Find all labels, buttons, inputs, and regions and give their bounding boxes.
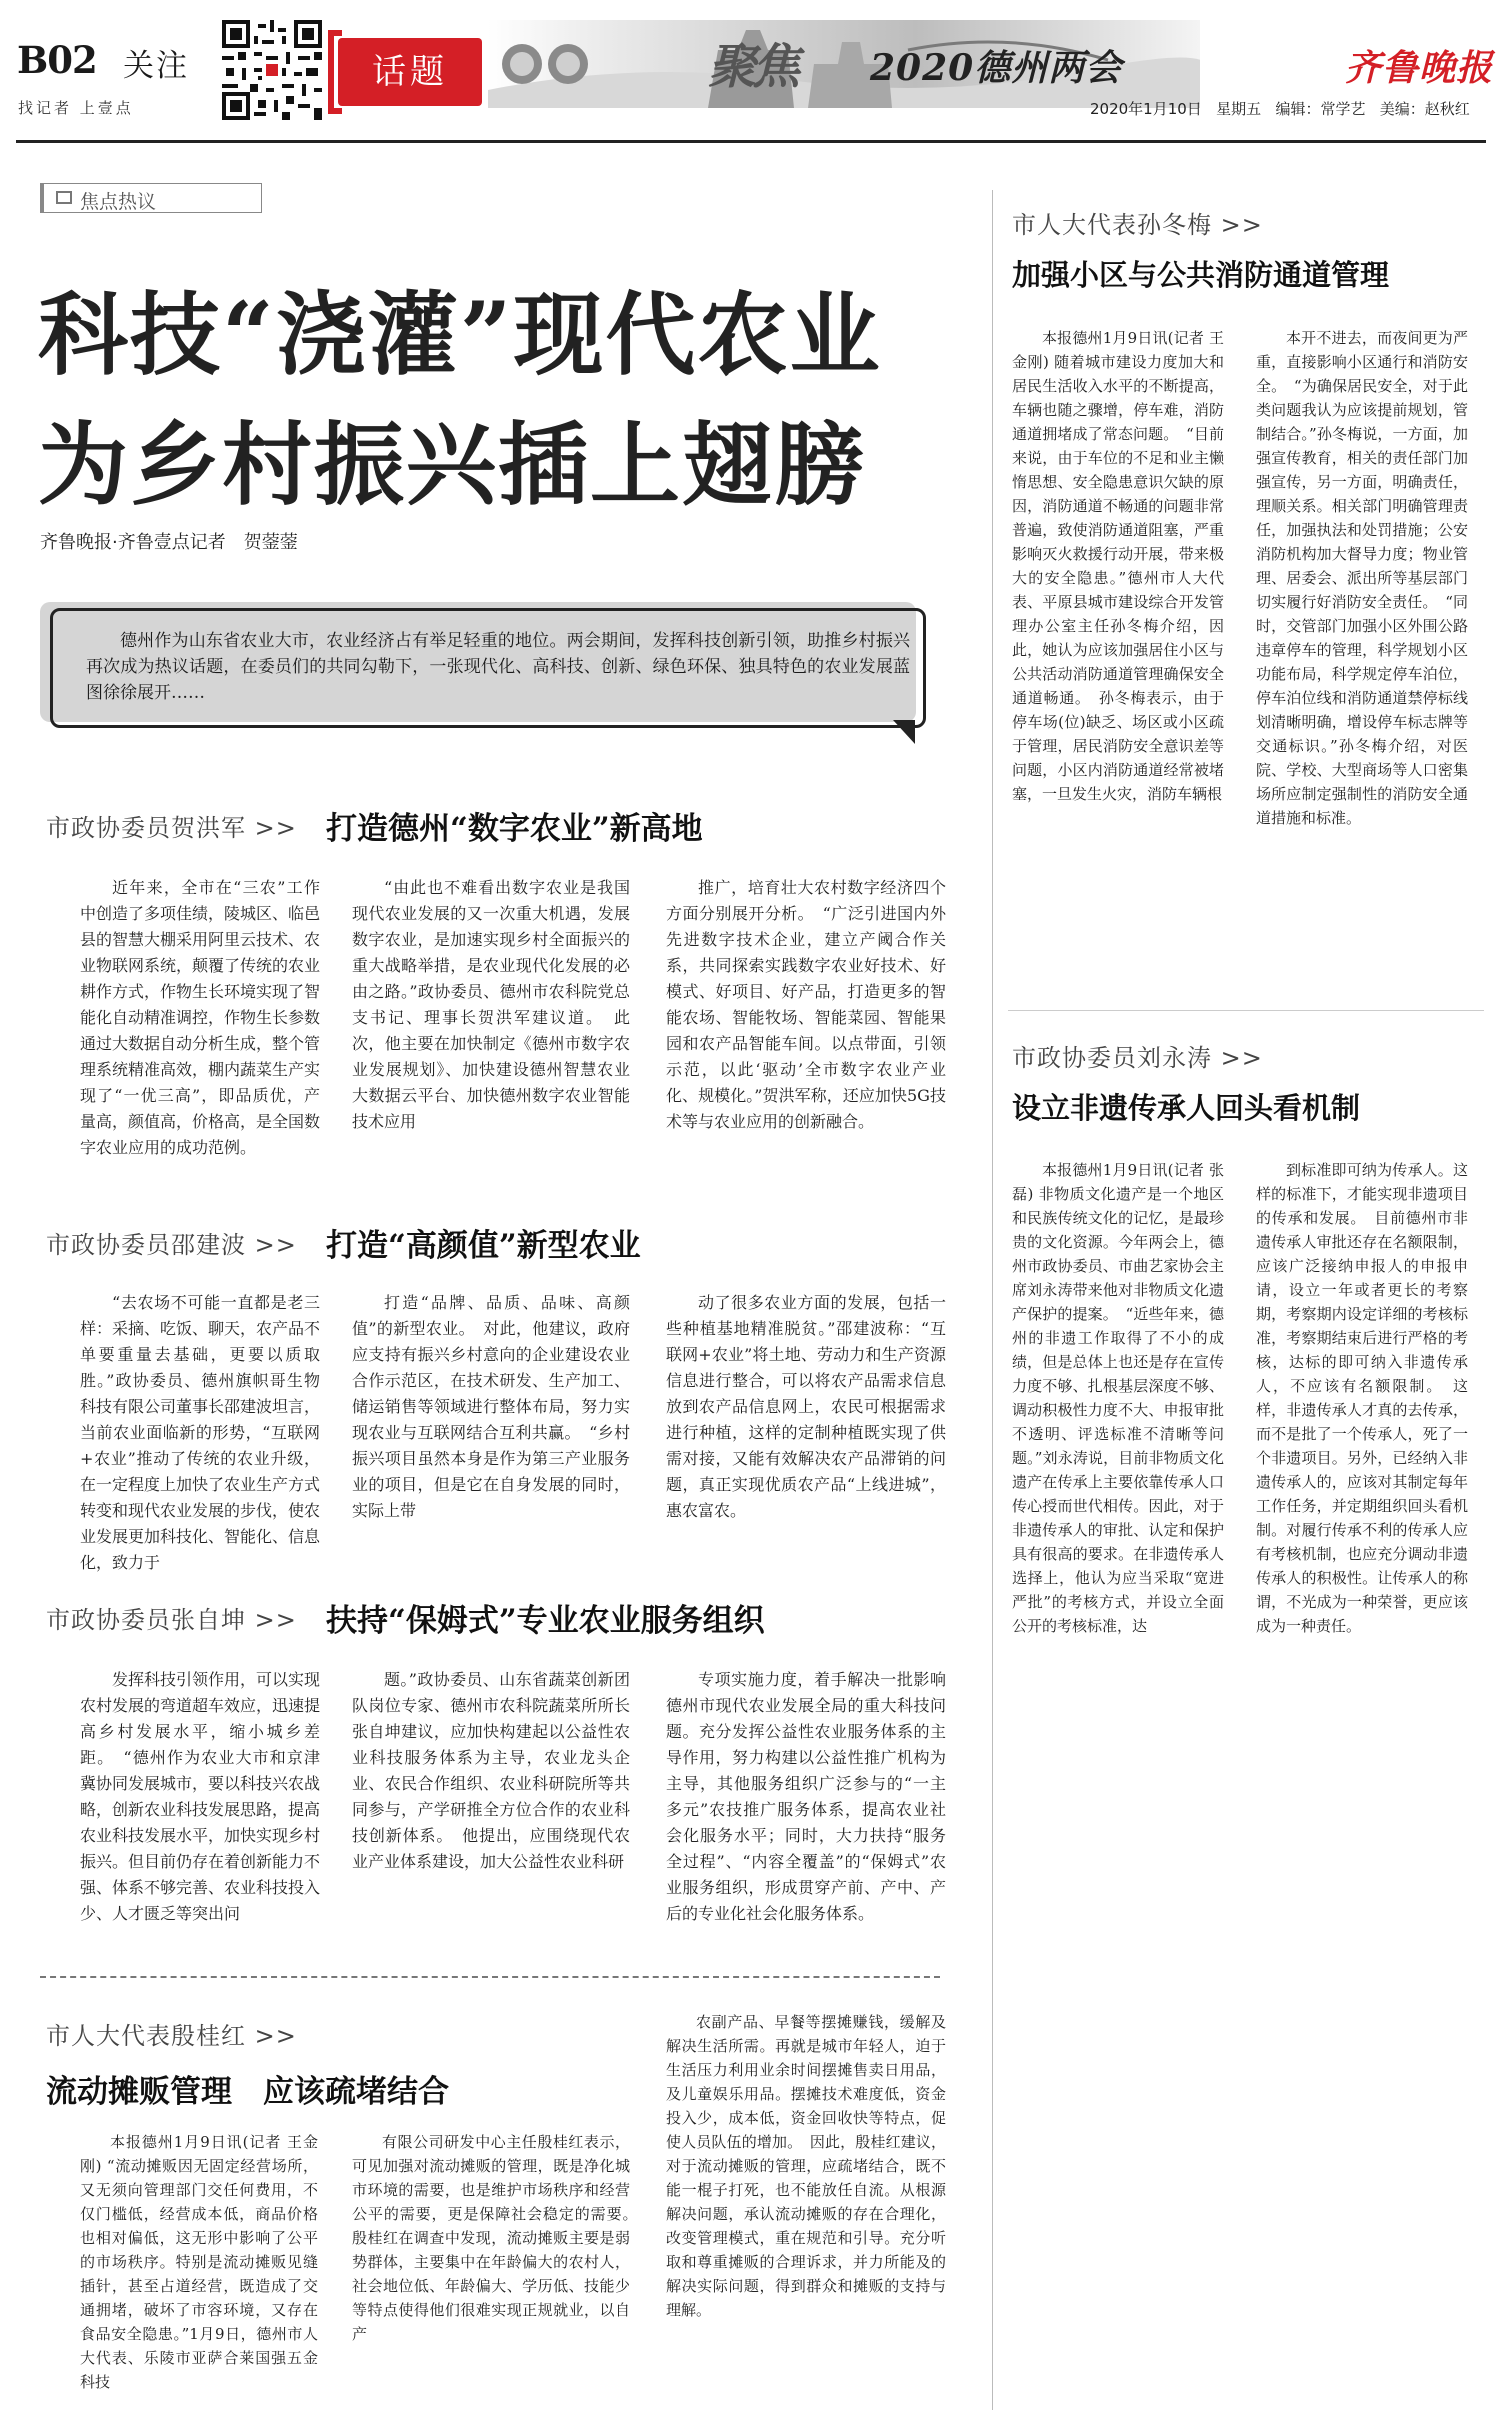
article-column: 近年来，全市在“三农”工作中创造了多项佳绩，陵城区、临邑县的智慧大棚采用阿里云技术、农业物联网系统，颠覆了传统的农业耕作方式，作物生长环境实现了智能化自动精准调控，作物生长参数通过大数据自动分析生成，整个管理系统精准高效，棚内蔬菜生产实现了“一优三高”，即品质优，产量高，颜值高，价格高，是全国数字农业应用的成功范例。 [80,878,321,1157]
paper-logo: 齐鲁晚报 [1345,47,1494,89]
article-column: “由此也不难看出数字农业是我国现代农业发展的又一次重大机遇，发展数字农业，是加速实现乡村全面振兴的重大战略举措，是农业现代化发展的必由之路。”政协委员、德州市农科院党总支书记、理事长贺洪军建议道。 此次，他主要在加快制定《德州市数字农业发展规划》、加快建设德州智慧农业大数据云平台、加快德州数字农业智能技术应用 [352,878,630,1131]
article-column: 本报德州1月9日讯(记者 王金刚) “流动摊贩因无固定经营场所，又无须向管理部门交任何费用，不仅门槛低，经营成本低，商品价格也相对偏低，这无形中影响了公平的市场秩序。特别是流动摊贩见缝插针，甚至占道经营，既造成了交通拥堵，破坏了市容环境，又存在食品安全隐患。”1月9日，德州市人大代表、乐陵市亚萨合莱国强五金科技 [80,2133,318,2391]
section-divider [40,1976,940,1978]
column-divider [992,190,993,2410]
article-column: 打造“品牌、品质、品味、高颜值”的新型农业。 对此，他建议，政府应支持有振兴乡村意向的企业建设农业合作示范区，在技术研发、生产加工、储运销售等领域进行整体布局，努力实现农业与互联网结合互利共赢。 “乡村振兴项目虽然本身是作为第三产业服务业的项目，但是它在自身发展的同时，实际上带 [352,1293,630,1520]
section-name: 关注 [123,48,189,84]
masthead [0,0,1500,140]
article-column: 本开不进去，而夜间更为严重，直接影响小区通行和消防安全。 “为确保居民安全，对于此类问题我认为应该提前规划，管制结合。”孙冬梅说，一方面，加强宣传教育，相关的责任部门加强宣传，另一方面，明确责任，理顺关系。相关部门明确管理责任，加强执法和处罚措施；公安消防机构加大督导力度；物业管理、居委会、派出所等基层部门切实履行好消防安全责任。 “同时，交管部门加强小区外围公路违章停车的管理，科学规划小区功能布局，科学规定停车泊位，停车泊位线和消防通道禁停标线划清晰明确，增设停车标志牌等交通标识。”孙冬梅介绍，对医院、学校、大型商场等人口密集场所应制定强制性的消防安全通道措施和标准。 [1256,329,1468,827]
headline-line-1: 科技“浇灌”现代农业 [38,282,882,388]
section-label-hehongjun: 市政协委员贺洪军 >> [46,814,297,842]
topic-tag: 话题 [338,38,482,106]
section-label-zhangzikun: 市政协委员张自坤 >> [46,1606,297,1634]
section-divider [1008,1010,1484,1011]
article-column: 推广，培育壮大农村数字经济四个方面分别展开分析。 “广泛引进国内外先进数字技术企业，建立产阈合作关系，共同探索实践数字农业好技术、好模式、好项目、好产品，打造更多的智能农场、智能牧场、智能菜园、智能果园和农产品智能车间。以点带面，引领示范，以此‘驱动’全市数字农业产业化、规模化。”贺洪军称，还应加快5G技术等与农业应用的创新融合。 [666,878,946,1131]
section-title-digital-agriculture: 打造德州“数字农业”新高地 [326,811,703,847]
banner-big-text: 聚焦 [708,39,797,95]
article-column: 发挥科技引领作用，可以实现农村发展的弯道超车效应，迅速提高乡村发展水平，缩小城乡差距。 “德州作为农业大市和京津冀协同发展城市，要以科技兴农战略，创新农业科技发展思路，提高农业科技发展水平，加快实现乡村振兴。但目前仍存在着创新能力不强、体系不够完善、农业科技投入少、人才匮乏等突出问 [80,1670,321,1923]
banner-title: 2020德州两会 [870,47,1123,89]
article-column: 本报德州1月9日讯(记者 王金刚) 随着城市建设力度加大和居民生活收入水平的不断提高，车辆也随之骤增，停车难，消防通道拥堵成了常态问题。 “目前来说，由于车位的不足和业主懒惰思想、安全隐患意识欠缺的原因，消防通道不畅通的问题非常普遍，致使消防通道阻塞，严重影响灭火救援行动开展，带来极大的安全隐患。”德州市人大代表、平原县城市建设综合开发管理办公室主任孙冬梅介绍，因此，她认为应该加强居住小区与公共活动消防通道管理确保安全通道畅通。 孙冬梅表示，由于停车场(位)缺乏、场区或小区疏于管理，居民消防安全意识差等问题，小区内消防通道经常被堵塞，一旦发生火灾，消防车辆根 [1012,329,1224,803]
section-label-sundongmei: 市人大代表孙冬梅 >> [1012,211,1263,239]
issue-weekday: 星期五 [1216,100,1262,118]
page-number: B02 [17,38,97,82]
section-title-service-org: 扶持“保姆式”专业农业服务组织 [326,1603,765,1639]
section-label-liuyongtao: 市政协委员刘永涛 >> [1012,1044,1263,1072]
art-editor-credit: 美编：赵秋红 [1379,100,1470,118]
article-column: 动了很多农业方面的发展，包括一些种植基地精准脱贫。”邵建波称：“互联网+农业”将土地、劳动力和生产资源信息进行整合，可以将农产品需求信息放到农产品信息网上，农民可根据需求进行种植，这样的定制种植既实现了供需对接，又能有效解决农产品滞销的问题，真正实现优质农产品“上线进城”，惠农富农。 [666,1293,946,1520]
credit-line: 找记者 上壹点 [18,99,134,117]
dateline [1090,98,1470,119]
article-column: “去农场不可能一直都是老三样：采摘、吃饭、聊天，农产品不单要重量去基础，更要以质取胜。”政协委员、德州旗帜哥生物科技有限公司董事长邵建波坦言，当前农业面临新的形势，“互联网+农业”推动了传统的农业升级，在一定程度上加快了农业生产方式转变和现代农业发展的步伐，使农业发展更加科技化、智能化、信息化，致力于 [80,1293,321,1572]
qr-code-icon [222,20,322,120]
section-title-heritage: 设立非遗传承人回头看机制 [1012,1091,1361,1125]
headline-line-2: 为乡村振兴插上翅膀 [38,412,866,518]
article-column: 本报德州1月9日讯(记者 张磊) 非物质文化遗产是一个地区和民族传统文化的记忆，是最珍贵的文化资源。今年两会上，德州市政协委员、市曲艺家协会主席刘永涛带来他对非物质文化遗产保护的提案。 “近些年来，德州的非遗工作取得了不小的成绩，但是总体上也还是存在宣传力度不够、扎根基层深度不够、调动积极性力度不大、申报审批不透明、评选标准不清晰等问题。”刘永涛说，目前非物质文化遗产在传承上主要依靠传承人口传心授而世代相传。因此，对于非遗传承人的审批、认定和保护具有很高的要求。在非遗传承人选择上，他认为应当采取“宽进严批”的考核方式，并设立全面公开的考核标准，达 [1012,1161,1224,1635]
article-column: 到标准即可纳为传承人。这样的标准下，才能实现非遗项目的传承和发展。 目前德州市非遗传承人审批还存在名额限制，应该广泛接纳申报人的申报申请，设立一年或者更长的考察期，考察期内设定详细的考核标准，考察期结束后进行严格的考核，达标的即可纳入非遗传承人，不应该有名额限制。 这样，非遗传承人才真的去传承，而不是批了一个传承人，死了一个非遗项目。另外，已经纳入非遗传承人的，应该对其制定每年工作任务，并定期组织回头看机制。对履行传承不利的传承人应有考核机制，也应充分调动非遗传承人的积极性。让传承人的称谓，不光成为一种荣誉，更应该成为一种责任。 [1256,1161,1468,1635]
document-icon [56,191,72,204]
intro-text: 德州作为山东省农业大市，农业经济占有举足轻重的地位。两会期间，发挥科技创新引领，助推乡村振兴再次成为热议话题，在委员们的共同勾勒下，一张现代化、高科技、创新、绿色环保、独具特色的农业发展蓝图徐徐展开…… [86,631,910,703]
byline: 齐鲁晚报·齐鲁壹点记者 贺蓥蓥 [40,532,298,553]
article-column: 题。”政协委员、山东省蔬菜创新团队岗位专家、德州市农科院蔬菜所所长张自坤建议，应加快构建起以公益性农业科技服务体系为主导，农业龙头企业、农民合作组织、农业科研院所等共同参与，产学研推全方位合作的农业科技创新体系。 他提出，应围绕现代农业产业体系建设，加大公益性农业科研 [352,1670,630,1871]
editor-credit: 编辑：常学艺 [1275,100,1366,118]
issue-date: 2020年1月10日 [1090,100,1202,118]
section-title-fire-lanes: 加强小区与公共消防通道管理 [1012,258,1390,292]
section-title-high-value: 打造“高颜值”新型农业 [326,1228,641,1264]
masthead-rule [16,140,1486,143]
article-column: 农副产品、早餐等摆摊赚钱，缓解及解决生活所需。再就是城市年轻人，迫于生活压力利用业余时间摆摊售卖日用品，及儿童娱乐用品。摆摊技术难度低，资金投入少，成本低，资金回收快等特点，促使人员队伍的增加。 因此，殷桂红建议，对于流动摊贩的管理，应疏堵结合，既不能一棍子打死，也不能放任自流。从根源解决问题，承认流动摊贩的存在合理化，改变管理模式，重在规范和引导。充分听取和尊重摊贩的合理诉求，并力所能及的解决实际问题，得到群众和摊贩的支持与理解。 [666,2013,946,2319]
article-column: 专项实施力度，着手解决一批影响德州市现代农业发展全局的重大科技问题。充分发挥公益性农业服务体系的主导作用，努力构建以公益性推广机构为主导，其他服务组织广泛参与的“一主多元”农技推广服务体系，提高农业社会化服务水平；同时，大力扶持“服务全过程”、“内容全覆盖”的“保姆式”农业服务组织，形成贯穿产前、产中、产后的专业化社会化服务体系。 [666,1670,946,1923]
article-column: 有限公司研发中心主任殷桂红表示，可见加强对流动摊贩的管理，既是净化城市环境的需要，也是维护市场秩序和经营公平的需要，更是保障社会稳定的需要。 殷桂红在调查中发现，流动摊贩主要是弱势群体，主要集中在年龄偏大的农村人，社会地位低、年龄偏大、学历低、技能少等特点使得他们很难实现正规就业，以自产 [352,2133,646,2343]
speech-bubble-tail [893,720,915,744]
hot-topic-label: 焦点热议 [40,183,262,213]
section-title-street-vendors: 流动摊贩管理 应该疏堵结合 [46,2074,449,2110]
section-label-yinguihong: 市人大代表殷桂红 >> [46,2022,297,2050]
section-label-shaojianbo: 市政协委员邵建波 >> [46,1231,297,1259]
